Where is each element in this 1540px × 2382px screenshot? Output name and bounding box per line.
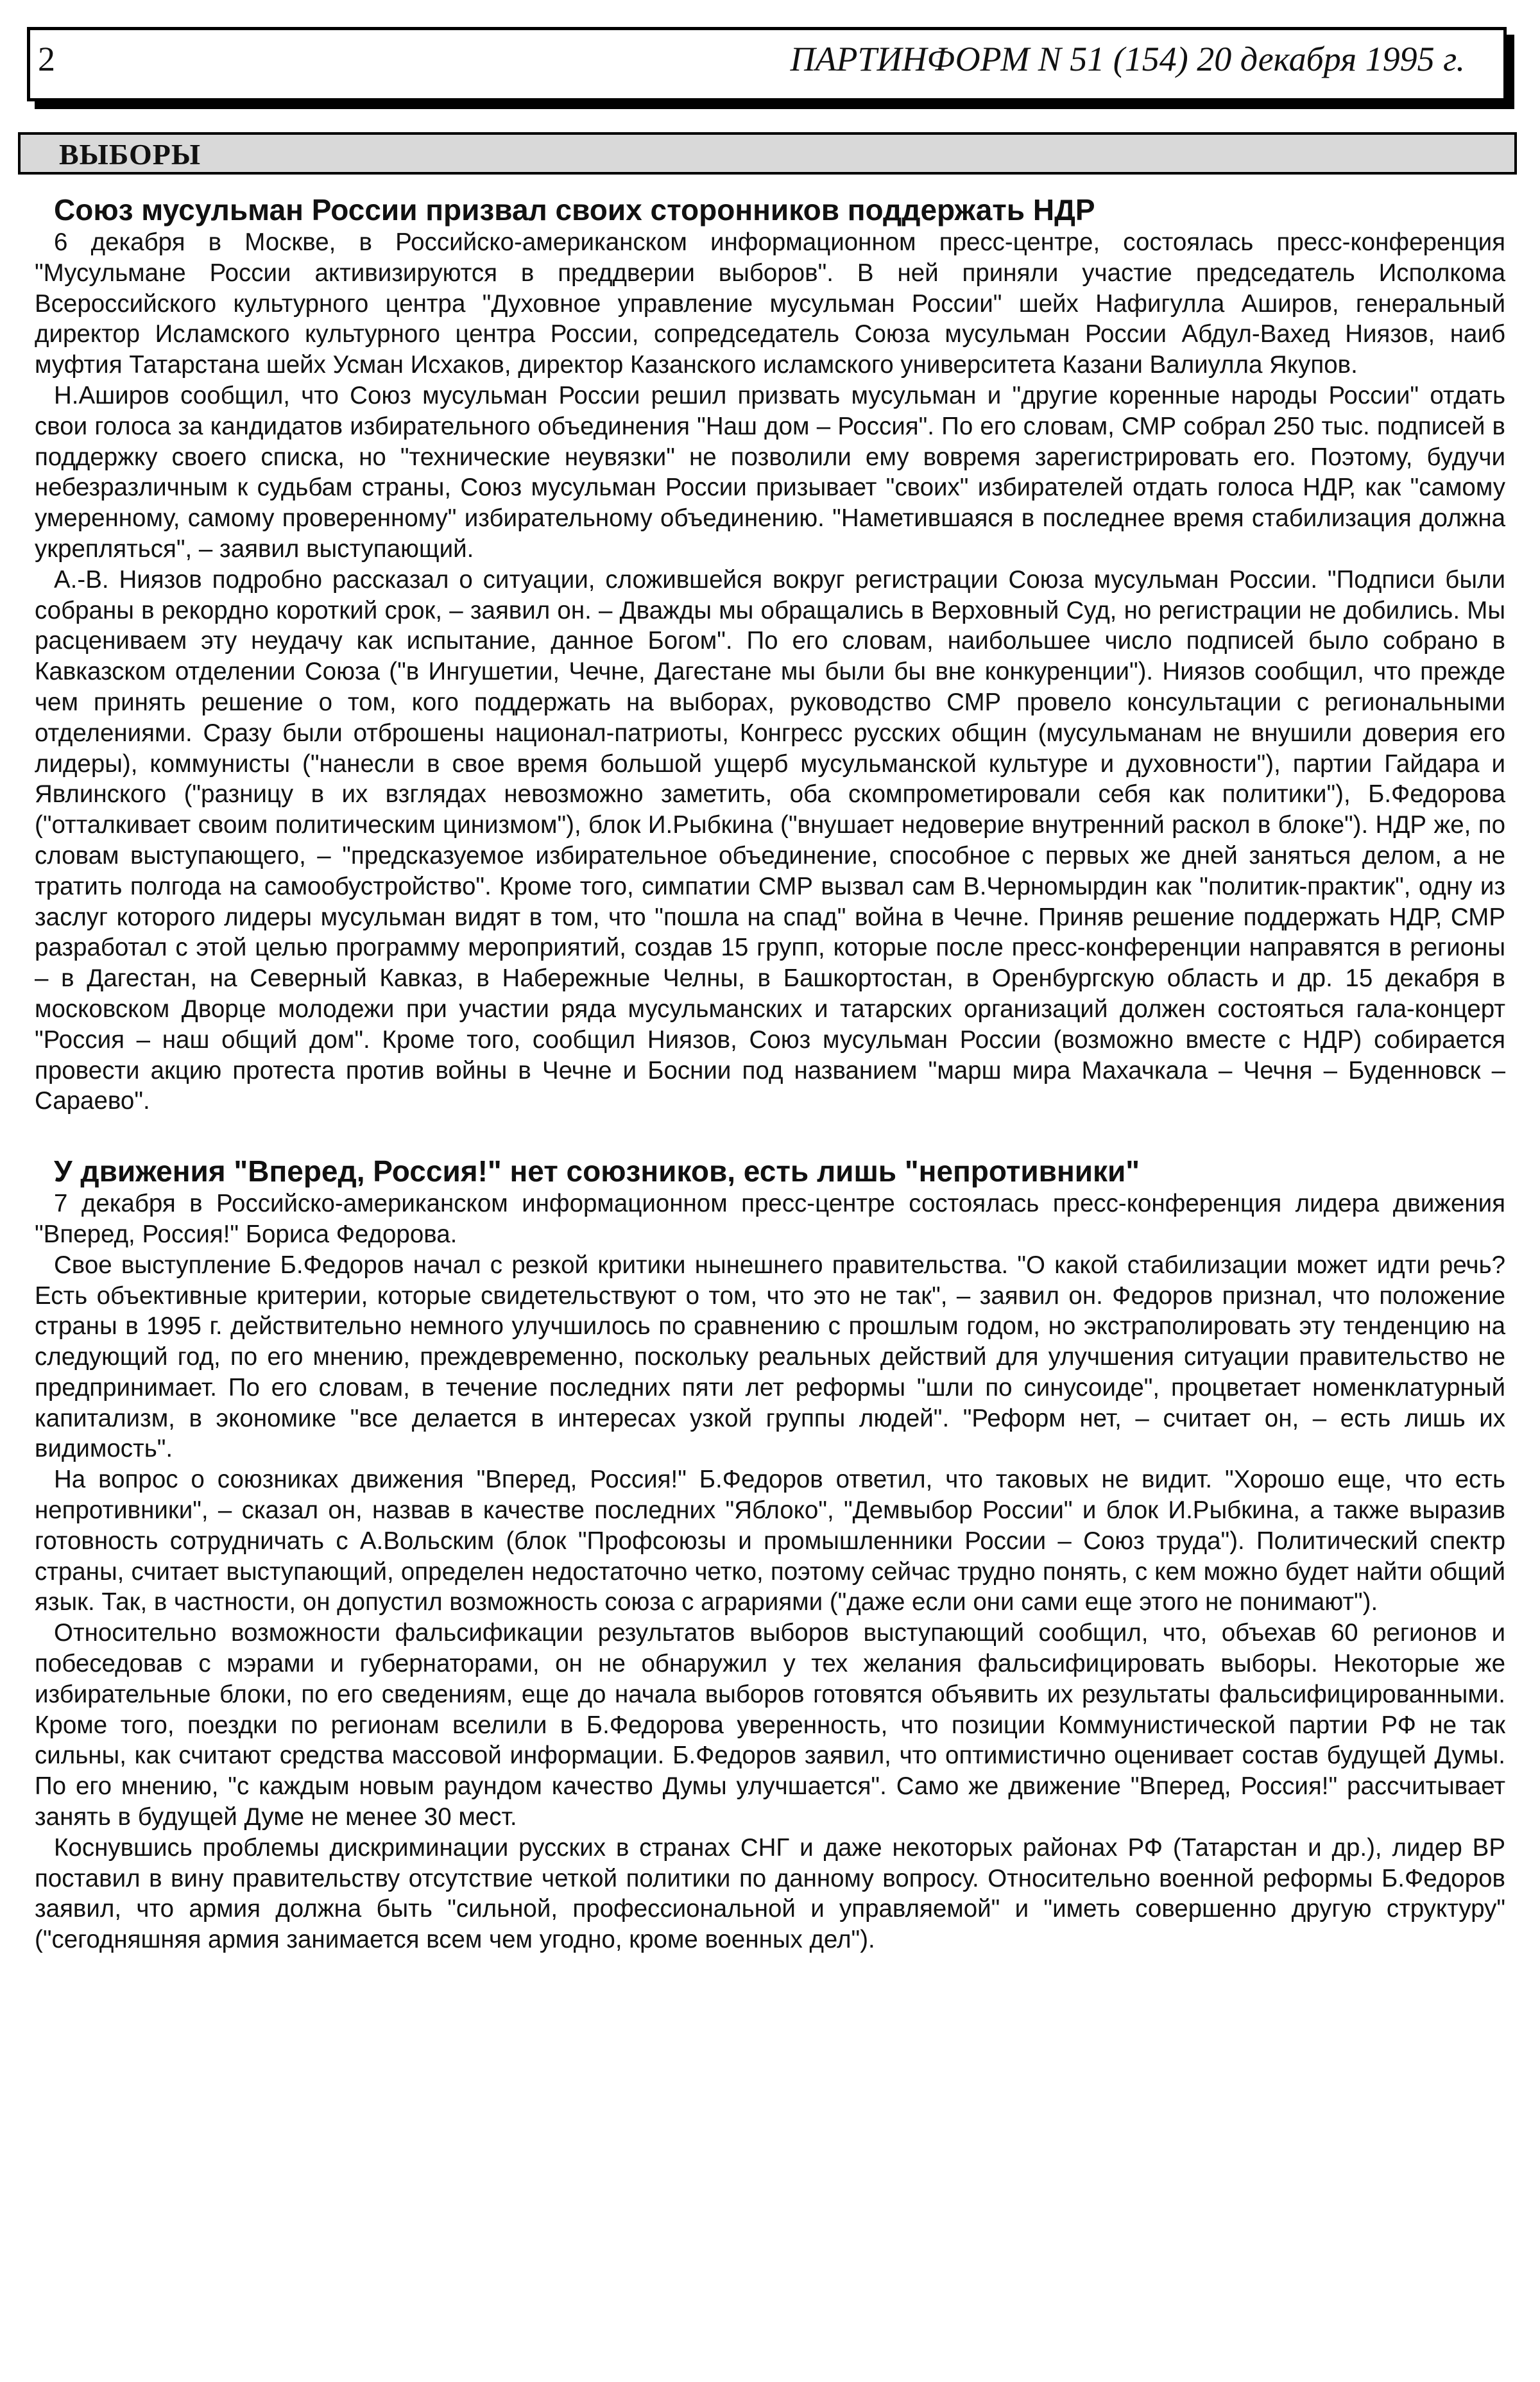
article-paragraph: Свое выступление Б.Федоров начал с резкой критики нынешнего правительства. "О какой стабилизации может идти речь? Есть объективные критерии, которые свидетельствуют о том, что это не так", – заявил он. Федоров признал, что положение страны в 1995 г. действительно немного улучшилось по сравнению с прошлым годом, но экстраполировать эту тенденцию на следующий год, по его мнению, преждевременно, поскольку реальных действий для улучшения ситуации правительство не предпринимает. По его словам, в течение последних пяти лет реформы "шли по синусоиде", процветает номенклатурный капитализм, в экономике "все делается в интересах узкой группы людей". "Реформ нет, – считает он, – есть лишь их видимость". bbox=[35, 1251, 1505, 1463]
page-content bbox=[35, 193, 1505, 1992]
article-paragraph: А.-В. Ниязов подробно рассказал о ситуации, сложившейся вокруг регистрации Союза мусульман России. "Подписи были собраны в рекордно короткий срок, – заявил он. – Дважды мы обращались в Верховный Суд, но регистрации не добились. Мы расцениваем эту неудачу как испытание, данное Богом". По его словам, наибольшее число подписей было собрано в Кавказском отделении Союза ("в Ингушетии, Чечне, Дагестане мы были бы вне конкуренции"). Ниязов сообщил, что прежде чем принять решение о том, кого поддержать на выборах, руководство СМР провело консультации с региональными отделениями. Сразу были отброшены национал-патриоты, Конгресс русских общин (мусульманам не внушили доверия его лидеры), коммунисты ("нанесли в свое время большой ущерб мусульманской культуре и духовности"), партии Гайдара и Явлинского ("разницу в их взглядах невозможно заметить, оба скомпрометировали себя как политики"), Б.Федорова ("отталкивает своим политическим цинизмом"), блок И.Рыбкина ("внушает недоверие внутренний раскол в блоке"). НДР же, по словам выступающего, – "предсказуемое избирательное объединение, способное с первых же дней заняться делом, а не тратить полгода на самообустройство". Кроме того, симпатии СМР вызвал сам В.Черномырдин как "политик-практик", одну из заслуг которого лидеры мусульман видят в том, что "пошла на спад" война в Чечне. Приняв решение поддержать НДР, СМР разработал с этой целью программу мероприятий, создав 15 групп, которые после пресс-конференции направятся в регионы – в Дагестан, на Северный Кавказ, в Набережные Челны, в Башкортостан, в Оренбургскую область и др. 15 декабря в московском Дворце молодежи при участии ряда мусульманских и татарских организаций должен состояться гала-концерт "Россия – наш общий дом". Кроме того, сообщил Ниязов, Союз мусульман России (возможно вместе с НДР) собирается провести акцию протеста против войны в Чечне и Боснии под названием "марш мира Махачкала – Чечня – Буденновск – Сараево". bbox=[35, 565, 1505, 1115]
issue-title: ПАРТИНФОРМ N 51 (154) 20 декабря 1995 г. bbox=[790, 40, 1465, 78]
article-title: У движения "Вперед, Россия!" нет союзников, есть лишь "непротивники" bbox=[54, 1154, 1140, 1188]
section-heading-bar bbox=[18, 132, 1517, 175]
article-paragraph: Коснувшись проблемы дискриминации русских в странах СНГ и даже некоторых районах РФ (Татарстан и др.), лидер ВР поставил в вину правительству отсутствие четкой политики по данному вопросу. Относительно военной реформы Б.Федоров заявил, что армия должна быть "сильной, профессиональной и управляемой" и "иметь совершенно другую структуру" ("сегодняшняя армия занимается всем чем угодно, кроме военных дел"). bbox=[35, 1833, 1505, 1954]
article-paragraph: На вопрос о союзниках движения "Вперед, Россия!" Б.Федоров ответил, что таковых не видит. "Хорошо еще, что есть непротивники", – сказал он, назвав в качестве последних "Яблоко", "Демвыбор России" и блок И.Рыбкина, а также выразив готовность сотрудничать с А.Вольским (блок "Профсоюзы и промышленники России – Союз труда"). Политический спектр страны, считает выступающий, определен недостаточно четко, поэтому сейчас трудно понять, с кем можно будет найти общий язык. Так, в частности, он допустил возможность союза с аграриями ("даже если они сами еще этого не понимают"). bbox=[35, 1466, 1505, 1616]
article-muslim-union bbox=[35, 193, 1505, 1117]
article-paragraph: 7 декабря в Российско-американском информационном пресс-центре состоялась пресс-конференция лидера движения "Вперед, Россия!" Бориса Федорова. bbox=[35, 1190, 1505, 1248]
article-title: Союз мусульман России призвал своих сторонников поддержать НДР bbox=[54, 193, 1095, 227]
article-paragraph: Относительно возможности фальсификации результатов выборов выступающий сообщил, что, объехав 60 регионов и побеседовав с мэрами и губернаторами, он не обнаружил у тех желания фальсифицировать выборы. Некоторые же избирательные блоки, по его сведениям, еще до начала выборов готовятся объявить их результаты фальсифицированными. Кроме того, поездки по регионам вселили в Б.Федорова уверенность, что позиции Коммунистической партии РФ не так сильны, как считают средства массовой информации. Б.Федоров заявил, что оптимистично оценивает состав будущей Думы. По его мнению, "с каждым новым раундом качество Думы улучшается". Само же движение "Вперед, Россия!" рассчитывает занять в будущей Думе не менее 30 мест. bbox=[35, 1619, 1505, 1831]
article-paragraph: Н.Аширов сообщил, что Союз мусульман России решил призвать мусульман и "другие коренные народы России" отдать свои голоса за кандидатов избирательного объединения "Наш дом – Россия". По его словам, СМР собрал 250 тыс. подписей в поддержку своего списка, но "технические неувязки" не позволили ему вовремя зарегистрировать его. Поэтому, будучи небезразличным к судьбам страны, Союз мусульман России призывает "своих" избирателей отдать голоса НДР, как "самому умеренному, самому проверенному" избирательному объединению. "Наметившаяся в последнее время стабилизация должна укрепляться", – заявил выступающий. bbox=[35, 381, 1505, 563]
article-paragraph: 6 декабря в Москве, в Российско-американском информационном пресс-центре, состоялась пресс-конференция "Мусульмане России активизируются в преддверии выборов". В ней приняли участие председатель Исполкома Всероссийского культурного центра "Духовное управление мусульман России" шейх Нафигулла Аширов, генеральный директор Исламского культурного центра России, сопредседатель Союза мусульман России Абдул-Вахед Ниязов, наиб муфтия Татарстана шейх Усман Исхаков, директор Казанского исламского университета Казани Валиулла Якупов. bbox=[35, 228, 1505, 379]
page-number: 2 bbox=[38, 40, 55, 78]
section-title: ВЫБОРЫ bbox=[59, 138, 201, 171]
page-header bbox=[27, 27, 1507, 101]
article-forward-russia bbox=[35, 1154, 1505, 1955]
